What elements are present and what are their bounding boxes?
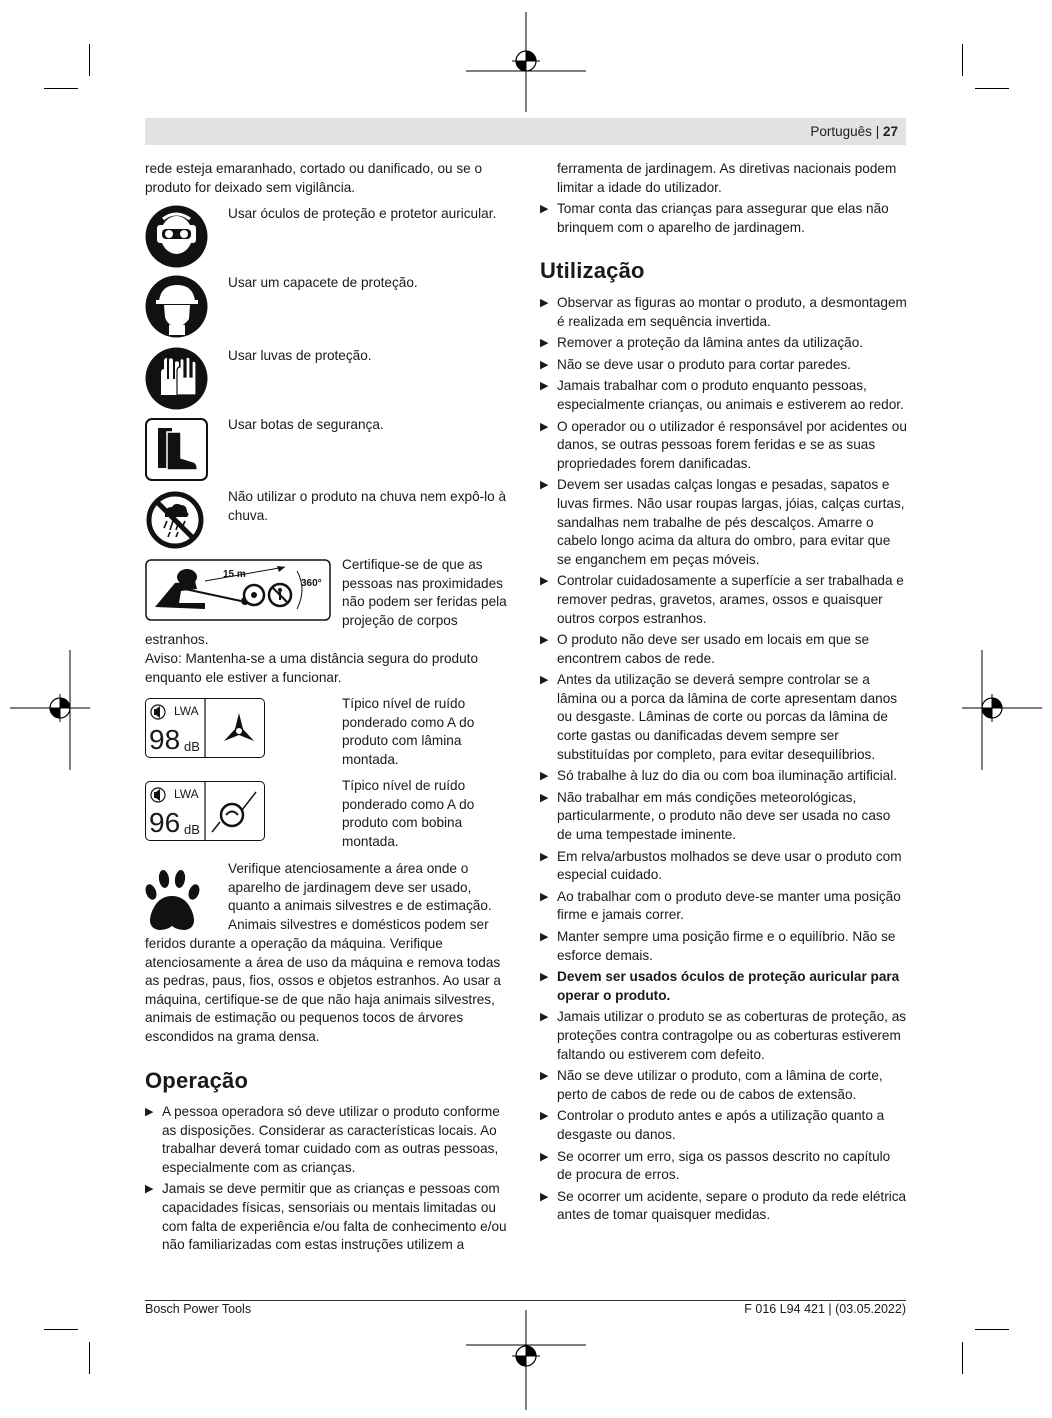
list-item-emphasis: ▶ Devem ser usados óculos de proteção auricular para operar o produto. [540,969,900,1003]
operacao-list [145,1103,513,1258]
list-item: ▶ Jamais se deve permitir que as crianças e pessoas com capacidades físicas, sensoriais ou mentais limitadas ou com falta de experiência e/ou falta de conhecimento e/ou não familiarizadas com estas instruções utilizem a [145,1181,507,1253]
bullet-marker-icon: ▶ [540,297,549,309]
no-rain-icon [145,490,205,550]
icon-text-boots: Usar botas de segurança. [228,417,384,432]
list-item: ▶ Ao trabalhar com o produto deve-se manter uma posição firme e jamais correr. [540,888,901,923]
registration-mark-left [10,650,90,770]
language-label: Português [810,124,872,139]
bullet-marker-icon: ▶ [540,850,549,863]
list-item: ▶ Controlar o produto antes e após a utilização quanto a desgaste ou danos. [540,1108,885,1142]
right-intro-text: ferramenta de jardinagem. As diretivas nacionais podem limitar a idade do utilizador. [557,161,897,195]
list-item: ▶ Jamais trabalhar com o produto enquanto pessoas, especialmente crianças, ou animais e estiverem ao redor. [540,378,904,412]
list-item: ▶ Se ocorrer um acidente, separe o produto da rede elétrica antes de tomar quaisquer medidas. [540,1188,907,1223]
registration-mark-top [466,12,586,112]
crop-mark [89,1342,90,1374]
bullet-marker-icon: ▶ [540,575,549,588]
bullet-marker-icon: ▶ [540,1070,549,1083]
icon-text-helmet: Usar um capacete de proteção. [228,275,418,290]
boots-icon [145,418,208,481]
crop-mark [975,88,1009,89]
registration-mark-bottom [466,1310,586,1410]
noise-level-box-blade [145,698,265,758]
page-header [810,118,906,145]
crop-mark [44,88,78,89]
icon-text-gloves: Usar luvas de proteção. [228,348,372,363]
header-separator: | [875,124,880,139]
bullet-marker-icon: ▶ [540,931,549,943]
animals-text: Verifique atenciosamente a área onde o aparelho de jardinagem deve ser usado, quanto a animais silvestres e de estimação. Animais silvestres e domésticos podem ser [228,861,492,932]
noise-unit: dB [184,822,200,837]
list-item: ▶ O produto não deve ser usado em locais em que se encontrem cabos de rede. [540,632,870,666]
bullet-marker-icon: ▶ [540,1150,549,1163]
distance-warning-diagram [145,559,331,621]
bullet-marker-icon: ▶ [540,1011,549,1024]
animals-text-continued: feridos durante a operação da máquina. Verifique atenciosamente a área de uso da máquina e remova todas as pedras, paus, fios, ossos e objetos estranhos. Ao usar a máquina, certifique-se de que não haja animais silvestres, animais de estimação ou pequenos tocos de árvores escondidos na grama densa. [145,936,501,1044]
left-intro: rede esteja emaranhado, cortado ou danificado, ou se o produto for deixado sem vigilância. [145,161,483,195]
gloves-icon [145,347,208,410]
distance-text-continued: estranhos. [145,632,209,647]
noise-value: 96 [149,807,181,838]
bullet-marker-icon: ▶ [540,479,549,492]
crop-mark [44,1329,78,1330]
noise-unit: dB [184,739,200,754]
bullet-marker-icon: ▶ [540,380,549,393]
bullet-marker-icon: ▶ [540,358,549,371]
footer-rule [145,1300,906,1301]
bullet-marker-icon: ▶ [540,1190,549,1203]
list-item: ▶ Se ocorrer um erro, siga os passos descrito no capítulo de procura de erros. [540,1148,891,1183]
icon-text-goggles: Usar óculos de proteção e protetor auricular. [228,206,497,221]
goggles-earmuffs-icon [145,205,208,268]
angle-label: 360° [301,578,322,589]
bullet-marker-icon: ▶ [145,1106,154,1118]
crop-mark [89,44,90,76]
noise-text-spool: Típico nível de ruído ponderado como A do produto com bobina montada. [342,778,475,849]
lwa-label: LWA [174,704,199,718]
bullet-marker-icon: ▶ [540,1110,549,1123]
list-item: ▶ Remover a proteção da lâmina antes da utilização. [540,334,908,353]
section-title-utilizacao: Utilização [540,258,645,283]
list-item: ▶ Devem ser usadas calças longas e pesadas, sapatos e luvas firmes. Não usar roupas largas, jóias, calças curtas, sandalhas nem trabalhe de pés descalços. Amarre o cabelo longo acima da altura do ombro, para evitar que se enganchem em peças móveis. [540,477,905,567]
bullet-marker-icon: ▶ [540,770,549,783]
bullet-marker-icon: ▶ [145,1183,154,1196]
list-item: ▶ Não se deve usar o produto para cortar paredes. [540,356,908,375]
icon-text-no-rain: Não utilizar o produto na chuva nem expô-lo à chuva. [228,489,507,523]
bullet-marker-icon: ▶ [540,971,549,984]
crop-mark [962,1342,963,1374]
bullet-marker-icon: ▶ [540,337,549,350]
list-item: ▶ Tomar conta das crianças para assegurar que elas não brinquem com o aparelho de jardinagem. [540,201,889,235]
list-item: ▶ Controlar cuidadosamente a superfície a ser trabalhada e remover pedras, gravetos, arames, ossos e quaisquer outros corpos estranhos. [540,573,904,626]
list-item: ▶ Antes da utilização se deverá sempre controlar se a lâmina ou a porca da lâmina de corte apresentam danos ou desgaste. Lâminas de corte ou porcas da lâmina de corte gastas ou danificadas devem sempre ser substituídas por completo, para evitar desequilíbrios. [540,672,898,762]
crop-mark [962,44,963,76]
crop-mark [975,1329,1009,1330]
helmet-icon [145,275,208,338]
bullet-marker-icon: ▶ [540,420,549,433]
distance-text: Certifique-se de que as pessoas nas proximidades não podem ser feridas pela projeção de corpos [342,557,507,628]
bullet-marker-icon: ▶ [540,890,549,903]
list-item: ▶ Não se deve utilizar o produto, com a lâmina de corte, perto de cabos de rede ou de cabos de extensão. [540,1068,883,1102]
list-item: ▶ Jamais utilizar o produto se as coberturas de proteção, as proteções contra contragolpe ou as coberturas estiverem faltando ou estiverem com defeito. [540,1009,907,1062]
list-item: ▶ Não trabalhar em más condições meteorológicas, particularmente, o produto não deve ser usada no caso de uma tempestade iminente. [540,789,891,843]
list-item: ▶ Manter sempre uma posição firme e o equilíbrio. Não se esforce demais. [540,929,896,963]
distance-label: 15 m [223,569,246,580]
lwa-label: LWA [174,787,199,801]
page-number: 27 [882,124,898,139]
list-item: ▶ Observar as figuras ao montar o produto, a desmontagem é realizada em sequência invertida. [540,295,907,329]
list-item: ▶ O operador ou o utilizador é responsável por acidentes ou danos, se outras pessoas forem feridas e se as suas propriedades forem danificadas. [540,418,907,471]
noise-value: 98 [149,724,181,755]
header-bar [145,118,906,145]
footer-doc-number: F 016 L94 421 | (03.05.2022) [744,1302,906,1316]
right-column-intro [540,160,906,240]
safety-distance-warning: Aviso: Mantenha-se a uma distância segura do produto enquanto ele estiver a funcionar. [145,651,479,685]
bullet-marker-icon: ▶ [540,203,549,216]
utilizacao-list [540,294,908,1228]
bullet-marker-icon: ▶ [540,674,549,687]
noise-level-box-spool [145,781,265,841]
list-item: ▶ Em relva/arbustos molhados se deve usar o produto com especial cuidado. [540,848,902,883]
list-item: ▶ Só trabalhe à luz do dia ou com boa iluminação artificial. [540,767,908,786]
registration-mark-right [962,650,1042,770]
bullet-marker-icon: ▶ [540,634,549,647]
list-item: ▶ A pessoa operadora só deve utilizar o produto conforme as disposições. Considerar as características locais. Ao trabalhar deverá tomar cuidado com as outras pessoas, especialmente com as crianças. [145,1104,500,1175]
bullet-marker-icon: ▶ [540,791,549,804]
noise-text-blade: Típico nível de ruído ponderado como A do produto com lâmina montada. [342,696,475,767]
footer-brand: Bosch Power Tools [145,1302,252,1316]
section-title-operacao: Operação [145,1068,249,1093]
paw-icon [143,866,205,932]
